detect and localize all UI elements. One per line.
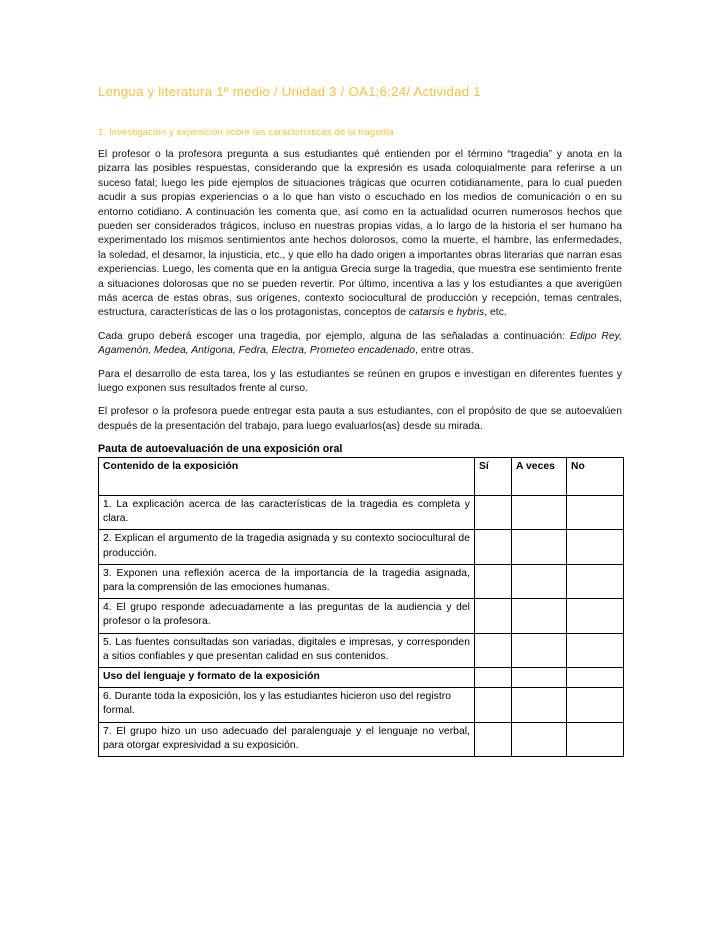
rubric-checkbox-yes[interactable] [475,599,512,633]
rubric-table-body [99,495,624,756]
rubric-caption: Pauta de autoevaluación de una exposición oral [98,443,343,456]
column-header-no: No [567,457,624,495]
table-row [99,688,624,722]
term-hybris: hybris [456,307,485,319]
rubric-checkbox-no[interactable] [567,722,624,756]
rubric-checkbox-no[interactable] [567,599,624,633]
rubric-checkbox-sometimes[interactable] [512,599,567,633]
rubric-checkbox-yes[interactable] [475,564,512,598]
paragraph-task-development: Para el desarrollo de esta tarea, los y las estudiantes se reúnen en grupos e investigan en diferentes fuentes y luego exponen sus resultados frente al curso. [98,368,622,395]
page-title: Lengua y literatura 1º medio / Unidad 3 / OA1;6;24/ Actividad 1 [98,84,481,99]
table-section-row [99,668,624,688]
rubric-checkbox-yes[interactable] [475,633,512,667]
rubric-checkbox-sometimes[interactable] [512,564,567,598]
table-row [99,722,624,756]
rubric-checkbox-no[interactable] [567,688,624,722]
section-heading: 1. Investigación y exposición sobre las características de la tragedia [98,126,394,138]
rubric-checkbox-sometimes[interactable] [512,530,567,564]
rubric-checkbox-no[interactable] [567,564,624,598]
rubric-checkbox-sometimes[interactable] [512,633,567,667]
rubric-checkbox-no[interactable] [567,495,624,529]
table-row [99,633,624,667]
paragraph-group-choice-b: , entre otras. [415,345,474,357]
rubric-item-label: 1. La explicación acerca de las características de la tragedia es completa y clara. [99,495,475,529]
paragraph-tragedy-选择 [98,330,622,359]
rubric-checkbox-yes[interactable] [475,668,512,688]
table-header-row [99,457,624,495]
paragraph-self-assessment-purpose: El profesor o la profesora puede entregar esta pauta a sus estudiantes, con el propósito de que se autoevalúen después de la presentación del trabajo, para luego evaluarlos(as) desde su mirada. [98,406,622,432]
column-header-yes: Sí [475,457,512,495]
rubric-item-label: 2. Explican el argumento de la tragedia asignada y su contexto sociocultural de producción. [99,530,475,564]
self-assessment-rubric-table [98,457,624,757]
rubric-checkbox-yes[interactable] [475,722,512,756]
rubric-checkbox-sometimes[interactable] [512,668,567,688]
rubric-checkbox-no[interactable] [567,530,624,564]
rubric-checkbox-sometimes[interactable] [512,688,567,722]
rubric-item-label: 7. El grupo hizo un uso adecuado del paralenguaje y el lenguaje no verbal, para otorgar expresividad a su exposición. [99,722,475,756]
column-header-sometimes: A veces [512,457,567,495]
rubric-checkbox-sometimes[interactable] [512,722,567,756]
table-row [99,530,624,564]
paragraph-part-a: El profesor o la profesora pregunta a sus estudiantes qué entienden por el término “tragedia” y anota en la pizarra las posibles respuestas, considerando que la expresión es usada coloquialmente para referirse a un suceso fatal; luego les pide ejemplos de situaciones trágicas que ocurren cotidianamente, para lo cual pueden acudir a sus propias experiencias o a lo que han visto o escuchado en los medios de comunicación o en su entorno cotidiano. A continuación les comenta que, así como en la actualidad ocurren numerosos hechos que pueden ser considerados trágicos, incluso en nuestras propias vidas, a lo largo de la historia el ser humano ha experimentado los mismos sentimientos ante hechos dolorosos, como la muerte, el hambre, las enfermedades, la soledad, el desamor, la injusticia, etc., y que ello ha dado origen a importantes obras literarias que narran esas experiencias. Luego, les comenta que en la antigua Grecia surge la tragedia, que muestra ese sentimiento frente a situaciones dolorosas que no se pueden revertir. Por último, incentiva a las y los estudiantes a que averigüen más acerca de estas obras, sus orígenes, contexto sociocultural de producción y recepción, temas centrales, estructura, características de las o los protagonistas, conceptos de [98,148,622,319]
rubric-checkbox-yes[interactable] [475,530,512,564]
tragedy-titles-list: Edipo Rey, Agamenón, Medea, Antígona, Fedra, Electra, Prometeo encadenado [98,330,622,357]
rubric-item-label: 4. El grupo responde adecuadamente a las preguntas de la audiencia y del profesor o la profesora. [99,599,475,633]
term-catarsis: catarsis [408,307,445,319]
rubric-item-label: 5. Las fuentes consultadas son variadas, digitales e impresas, y corresponden a sitios confiables y que presentan calidad en sus contenidos. [99,633,475,667]
paragraph-activity-description [98,148,622,321]
rubric-checkbox-yes[interactable] [475,688,512,722]
table-row [99,564,624,598]
paragraph-part-c: , etc. [484,307,507,319]
paragraph-group-choice-a: Cada grupo deberá escoger una tragedia, por ejemplo, alguna de las señaladas a continuación: [98,330,570,342]
rubric-checkbox-sometimes[interactable] [512,495,567,529]
rubric-item-label: 6. Durante toda la exposición, los y las estudiantes hicieron uso del registro formal. [99,688,475,722]
table-row [99,599,624,633]
column-header-content: Contenido de la exposición [99,457,475,495]
rubric-checkbox-no[interactable] [567,633,624,667]
rubric-checkbox-no[interactable] [567,668,624,688]
rubric-checkbox-yes[interactable] [475,495,512,529]
rubric-item-label: 3. Exponen una reflexión acerca de la importancia de la tragedia asignada, para la comprensión de las emociones humanas. [99,564,475,598]
table-row [99,495,624,529]
rubric-section-label: Uso del lenguaje y formato de la exposición [99,668,475,688]
paragraph-part-b: e [444,307,457,319]
